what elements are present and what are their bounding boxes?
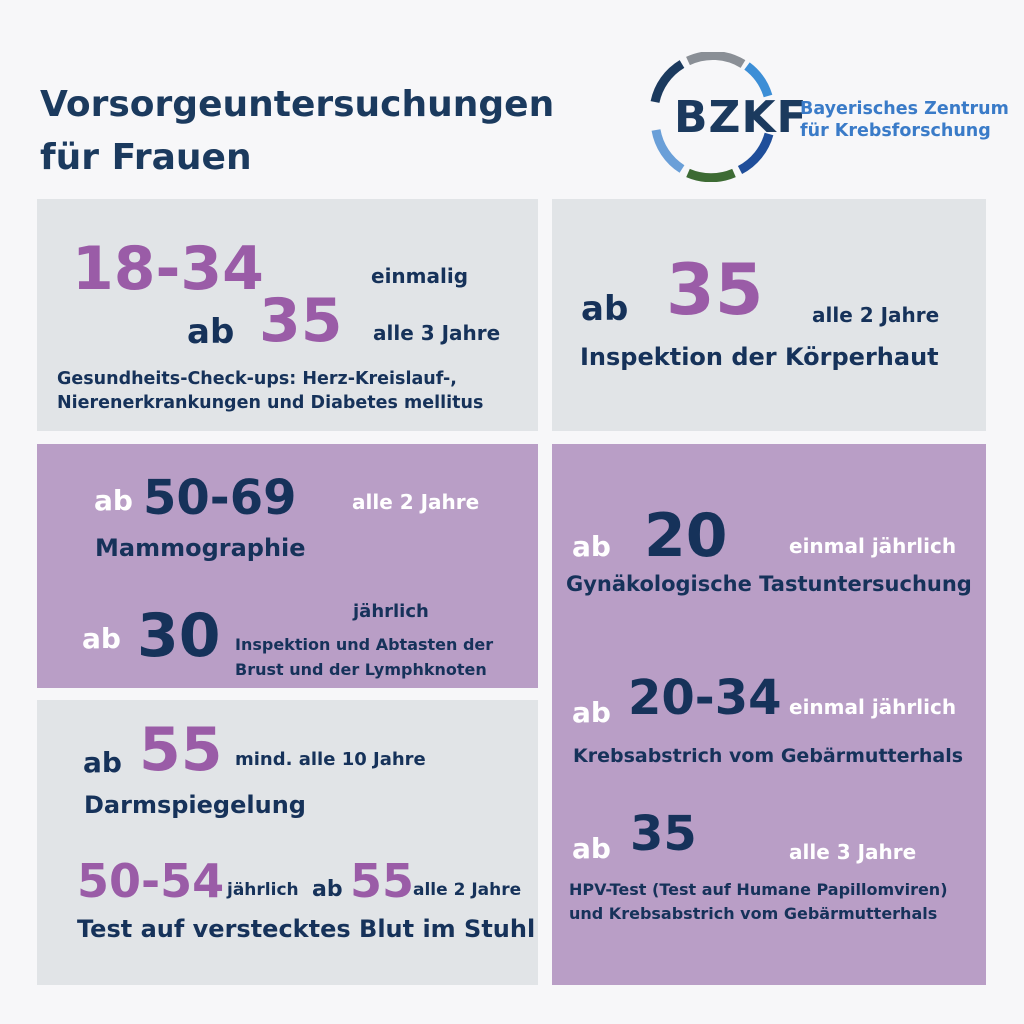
gyn-description-2: Krebsabstrich vom Gebärmutterhals [573, 745, 964, 767]
gyn-age-1: 20 [644, 501, 728, 571]
panel-colon [37, 700, 538, 985]
logo-name-line-2: für Krebsforschung [800, 121, 991, 141]
gyn-age-3: 35 [630, 806, 697, 862]
checkups-frequency-2: alle 3 Jahre [373, 321, 501, 345]
breast-ab-2: ab [82, 622, 121, 655]
skin-description: Inspektion der Körperhaut [580, 343, 939, 371]
colon-ab-3: ab [312, 877, 343, 902]
gyn-frequency-2: einmal jährlich [789, 695, 957, 719]
colon-ab-1: ab [83, 746, 122, 779]
panel-breast [37, 444, 538, 688]
gyn-ab-1: ab [572, 530, 611, 563]
gyn-description-1: Gynäkologische Tastuntersuchung [566, 572, 972, 596]
page-title [40, 78, 600, 184]
breast-ab-1: ab [94, 484, 133, 517]
breast-frequency-1: alle 2 Jahre [352, 490, 480, 514]
colon-age-2: 50-54 [77, 854, 225, 908]
gyn-frequency-3: alle 3 Jahre [789, 840, 917, 864]
skin-ab: ab [581, 289, 629, 329]
colon-age-3: 55 [350, 854, 415, 908]
skin-age: 35 [666, 249, 764, 331]
panel-gynecology [552, 444, 986, 985]
checkups-age-1: 18-34 [72, 234, 264, 304]
panel-checkups [37, 199, 538, 431]
title-line-2: für Frauen [40, 137, 252, 178]
colon-frequency-3: alle 2 Jahre [413, 880, 522, 900]
colon-description-2: Test auf verstecktes Blut im Stuhl [77, 915, 536, 943]
gyn-ab-3: ab [572, 832, 611, 865]
title-line-1: Vorsorgeuntersuchungen [40, 84, 555, 125]
colon-frequency-2: jährlich [227, 880, 299, 900]
colon-age-1: 55 [139, 715, 223, 785]
bzkf-logo [648, 52, 1009, 184]
breast-description-2: Inspektion und Abtasten der Brust und der Lymphknoten [235, 635, 494, 679]
breast-age-1: 50-69 [143, 470, 297, 526]
gyn-description-3: HPV-Test (Test auf Humane Papillomviren) und Krebsabstrich vom Gebärmutterhals [569, 880, 948, 923]
checkups-ab: ab [187, 312, 235, 352]
skin-frequency: alle 2 Jahre [812, 303, 940, 327]
breast-description-1: Mammographie [95, 534, 306, 562]
gyn-frequency-1: einmal jährlich [789, 534, 957, 558]
checkups-description: Gesundheits-Check-ups: Herz-Kreislauf-, Nierenerkrankungen und Diabetes mellitus [57, 369, 484, 413]
checkups-age-2: 35 [259, 286, 343, 356]
logo-acronym: BZKF [674, 92, 808, 143]
checkups-frequency-1: einmalig [371, 264, 469, 288]
logo-name-line-1: Bayerisches Zentrum [800, 99, 1009, 119]
gyn-ab-2: ab [572, 696, 611, 729]
panel-skin [552, 199, 986, 431]
breast-age-2: 30 [137, 601, 221, 671]
breast-frequency-2: jährlich [353, 601, 429, 622]
gyn-age-2: 20-34 [628, 670, 782, 726]
colon-frequency-1: mind. alle 10 Jahre [235, 749, 426, 770]
colon-description-1: Darmspiegelung [84, 791, 306, 819]
